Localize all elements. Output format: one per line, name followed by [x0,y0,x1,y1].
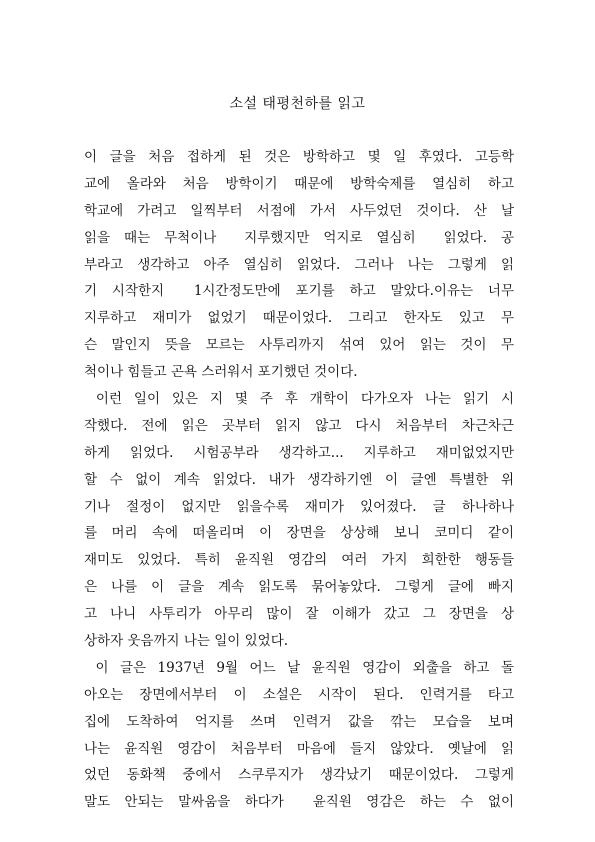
body-line: 은 나를 이 글을 계속 읽도록 묶어놓았다. 그렇게 글에 빠지 [84,579,514,596]
body-line: 재미도 있었다. 특히 윤직원 영감의 여러 가지 희한한 행동들 [84,552,514,569]
body-line: 지루하고 재미가 없었기 때문이었다. 그리고 한자도 있고 무 [84,310,514,327]
body-line: 슨 말인지 뜻을 모르는 사투리까지 섞여 있어 읽는 것이 무 [84,337,514,354]
body-line: 작했다. 전에 읽은 곳부터 읽지 않고 다시 처음부터 차근차근 [84,417,514,434]
document-title: 소설 태평천하를 읽고 [229,96,366,112]
body-line: 이 글을 처음 접하게 된 것은 방학하고 몇 일 후였다. 고등학 [84,149,514,165]
body-line: 하게 읽었다. 시험공부라 생각하고... 지루하고 재미없었지만 [84,444,514,461]
body-line: 학교에 가려고 일찍부터 서점에 가서 사두었던 것이다. 산 날 [84,202,514,219]
body-line: 이런 일이 있은 지 몇 주 후 개학이 다가오자 나는 읽기 시 [84,391,514,408]
body-line: 기나 절정이 없지만 읽을수록 재미가 있어졌다. 글 하나하나 [84,498,514,515]
body-line: 나는 윤직원 영감이 처음부터 마음에 들지 않았다. 옛날에 읽 [84,740,514,757]
body-line: 척이나 힘들고 곤욕 스러워서 포기했던 것이다. [84,364,358,381]
body-line: 기 시작한지 1시간정도만에 포기를 하고 말았다.이유는 너무 [84,283,514,300]
body-line: 이 글은 1937년 9월 어느 날 윤직원 영감이 외출을 하고 돌 [84,659,514,676]
body-line: 말도 안되는 말싸움을 하다가 윤직원 영감은 하는 수 없이 [84,794,514,811]
body-line: 고 나니 사투리가 아무리 많이 잘 이해가 갔고 그 장면을 상 [84,606,514,623]
body-line: 부라고 생각하고 아주 열심히 읽었다. 그러나 나는 그렇게 읽 [84,256,514,273]
document-body [84,144,514,816]
body-line: 교에 올라와 처음 방학이기 때문에 방학숙제를 열심히 하고 [84,175,514,192]
body-line: 었던 동화책 중에서 스쿠루지가 생각났기 때문이었다. 그렇게 [84,767,514,784]
body-line: 아오는 장면에서부터 이 소설은 시작이 된다. 인력거를 타고 [84,686,514,703]
body-line: 집에 도착하여 억지를 쓰며 인력거 값을 깎는 모습을 보며 [84,713,514,730]
body-line: 를 머리 속에 떠올리며 이 장면을 상상해 보니 코미디 같이 [84,525,514,542]
body-line: 상하자 웃음까지 나는 일이 있었다. [84,633,289,650]
body-line: 할 수 없이 계속 읽었다. 내가 생각하기엔 이 글엔 특별한 위 [84,471,514,488]
body-line: 읽을 때는 무척이나 지루했지만 억지로 열심히 읽었다. 공 [84,229,514,246]
